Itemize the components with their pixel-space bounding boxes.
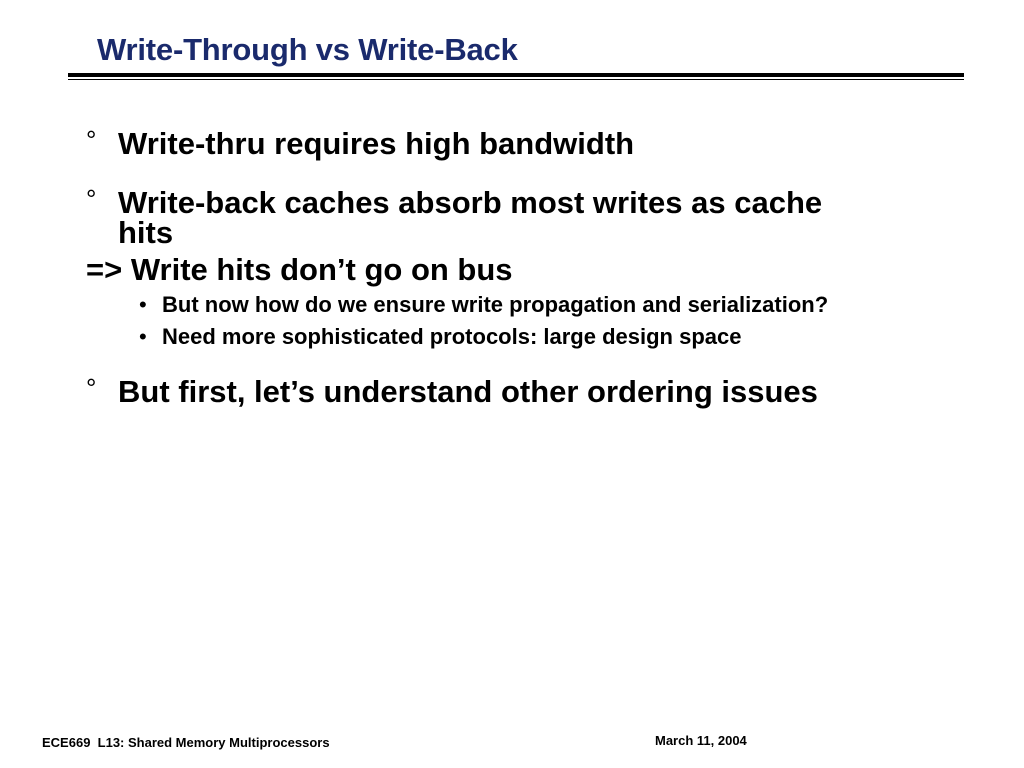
- sub-bullet-marker: •: [139, 324, 147, 349]
- slide-title: Write-Through vs Write-Back: [97, 32, 518, 67]
- bullet-marker: °: [86, 373, 97, 403]
- footer-course-label: ECE669 L13: Shared Memory Multiprocessors: [42, 735, 330, 750]
- bullet-text-line-2: hits: [118, 215, 174, 250]
- bullet-marker: °: [86, 184, 97, 214]
- bullet-text-line-1: Write-back caches absorb most writes as cache: [118, 185, 823, 220]
- footer-date: March 11, 2004: [655, 733, 747, 748]
- bullet-text: But first, let’s understand other ordering issues: [118, 374, 818, 409]
- sub-bullet-text: But now how do we ensure write propagation and serialization?: [162, 292, 829, 317]
- implication-line: => Write hits don’t go on bus: [86, 252, 513, 287]
- title-rule-thick: [68, 73, 964, 77]
- title-rule-thin: [68, 79, 964, 80]
- sub-bullet-text: Need more sophisticated protocols: large design space: [162, 324, 742, 349]
- bullet-text: Write-thru requires high bandwidth: [118, 126, 635, 161]
- bullet-marker: °: [86, 125, 97, 155]
- sub-bullet-marker: •: [139, 292, 147, 317]
